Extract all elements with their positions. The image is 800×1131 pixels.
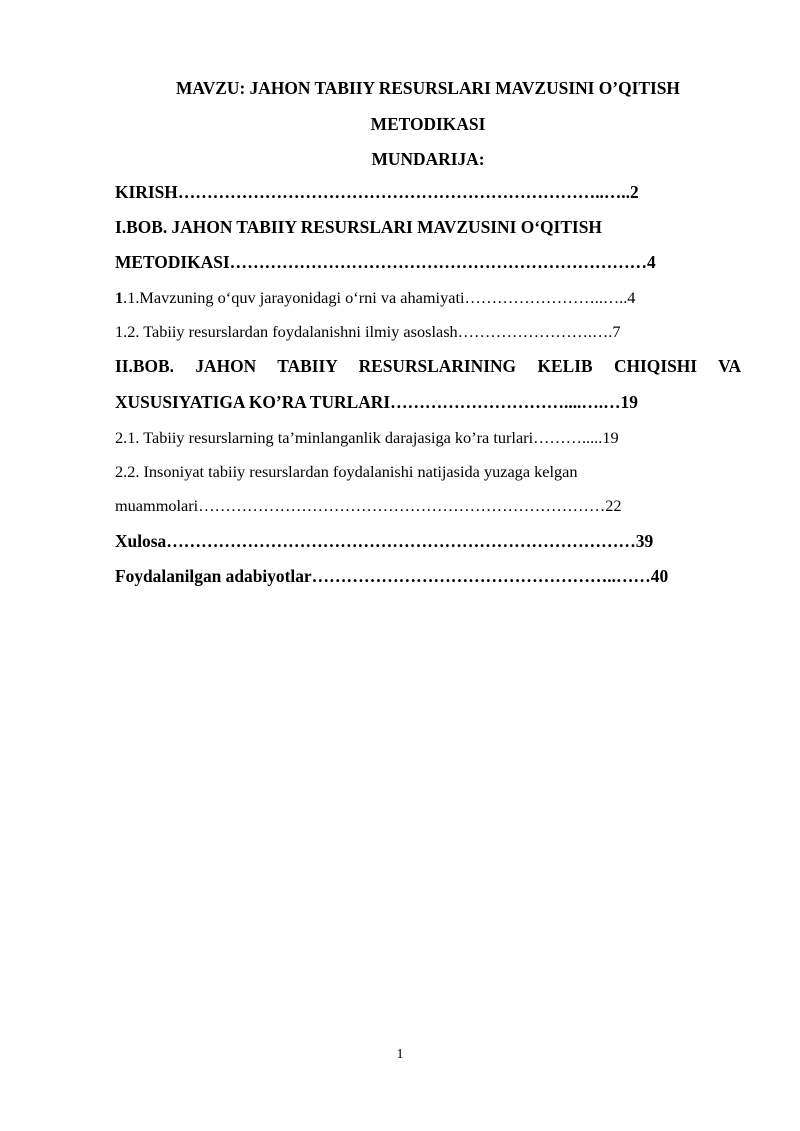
page-number: 1 bbox=[396, 1047, 404, 1062]
toc-entry-adabiyotlar: Foydalanilgan adabiyotlar……………………………………………..……40 bbox=[115, 566, 669, 586]
toc-entry-xulosa: Xulosa………………………………………………………………………39 bbox=[115, 531, 654, 551]
toc-entry-1-1-text: .1.Mavzuning o‘quv jarayonidagi o‘rni va ahamiyati……………………..…..4 bbox=[123, 288, 636, 307]
toc-entry-2-2-line1: 2.2. Insoniyat tabiiy resurslardan foydalanishi natijasida yuzaga kelgan bbox=[115, 462, 578, 481]
toc-entry-2-1: 2.1. Tabiiy resurslarning ta’minlanganlik darajasiga ko’ra turlari……….....19 bbox=[115, 428, 619, 447]
title-line-1: MAVZU: JAHON TABIIY RESURSLARI MAVZUSINI O’QITISH bbox=[176, 78, 680, 98]
toc-entry-bob2-line1: II.BOB. JAHON TABIIY RESURSLARINING KELIB CHIQISHI VA bbox=[115, 356, 741, 376]
toc-entry-bob2-line2: XUSUSIYATIGA KO’RA TURLARI…………………………....….…19 bbox=[115, 392, 638, 412]
toc-entry-1-1 bbox=[115, 286, 741, 310]
toc-entry-bob1-line2: METODIKASI………………………………………………………………4 bbox=[115, 252, 656, 272]
toc-entry-2-2-line2: muammolari…………………………………………………………………22 bbox=[115, 496, 622, 515]
title-line-2: METODIKASI bbox=[370, 114, 486, 134]
toc-entry-bob1-line1: I.BOB. JAHON TABIIY RESURSLARI MAVZUSINI O‘QITISH bbox=[115, 217, 602, 237]
toc-entry-1-2: 1.2. Tabiiy resurslardan foydalanishni ilmiy asoslash…………………….….7 bbox=[115, 322, 621, 341]
toc-entry-1-1-number: 1 bbox=[115, 288, 124, 307]
toc-entry-kirish: KIRISH………………………………………………………………..…..2 bbox=[115, 182, 639, 202]
contents-heading: MUNDARIJA: bbox=[371, 149, 485, 169]
